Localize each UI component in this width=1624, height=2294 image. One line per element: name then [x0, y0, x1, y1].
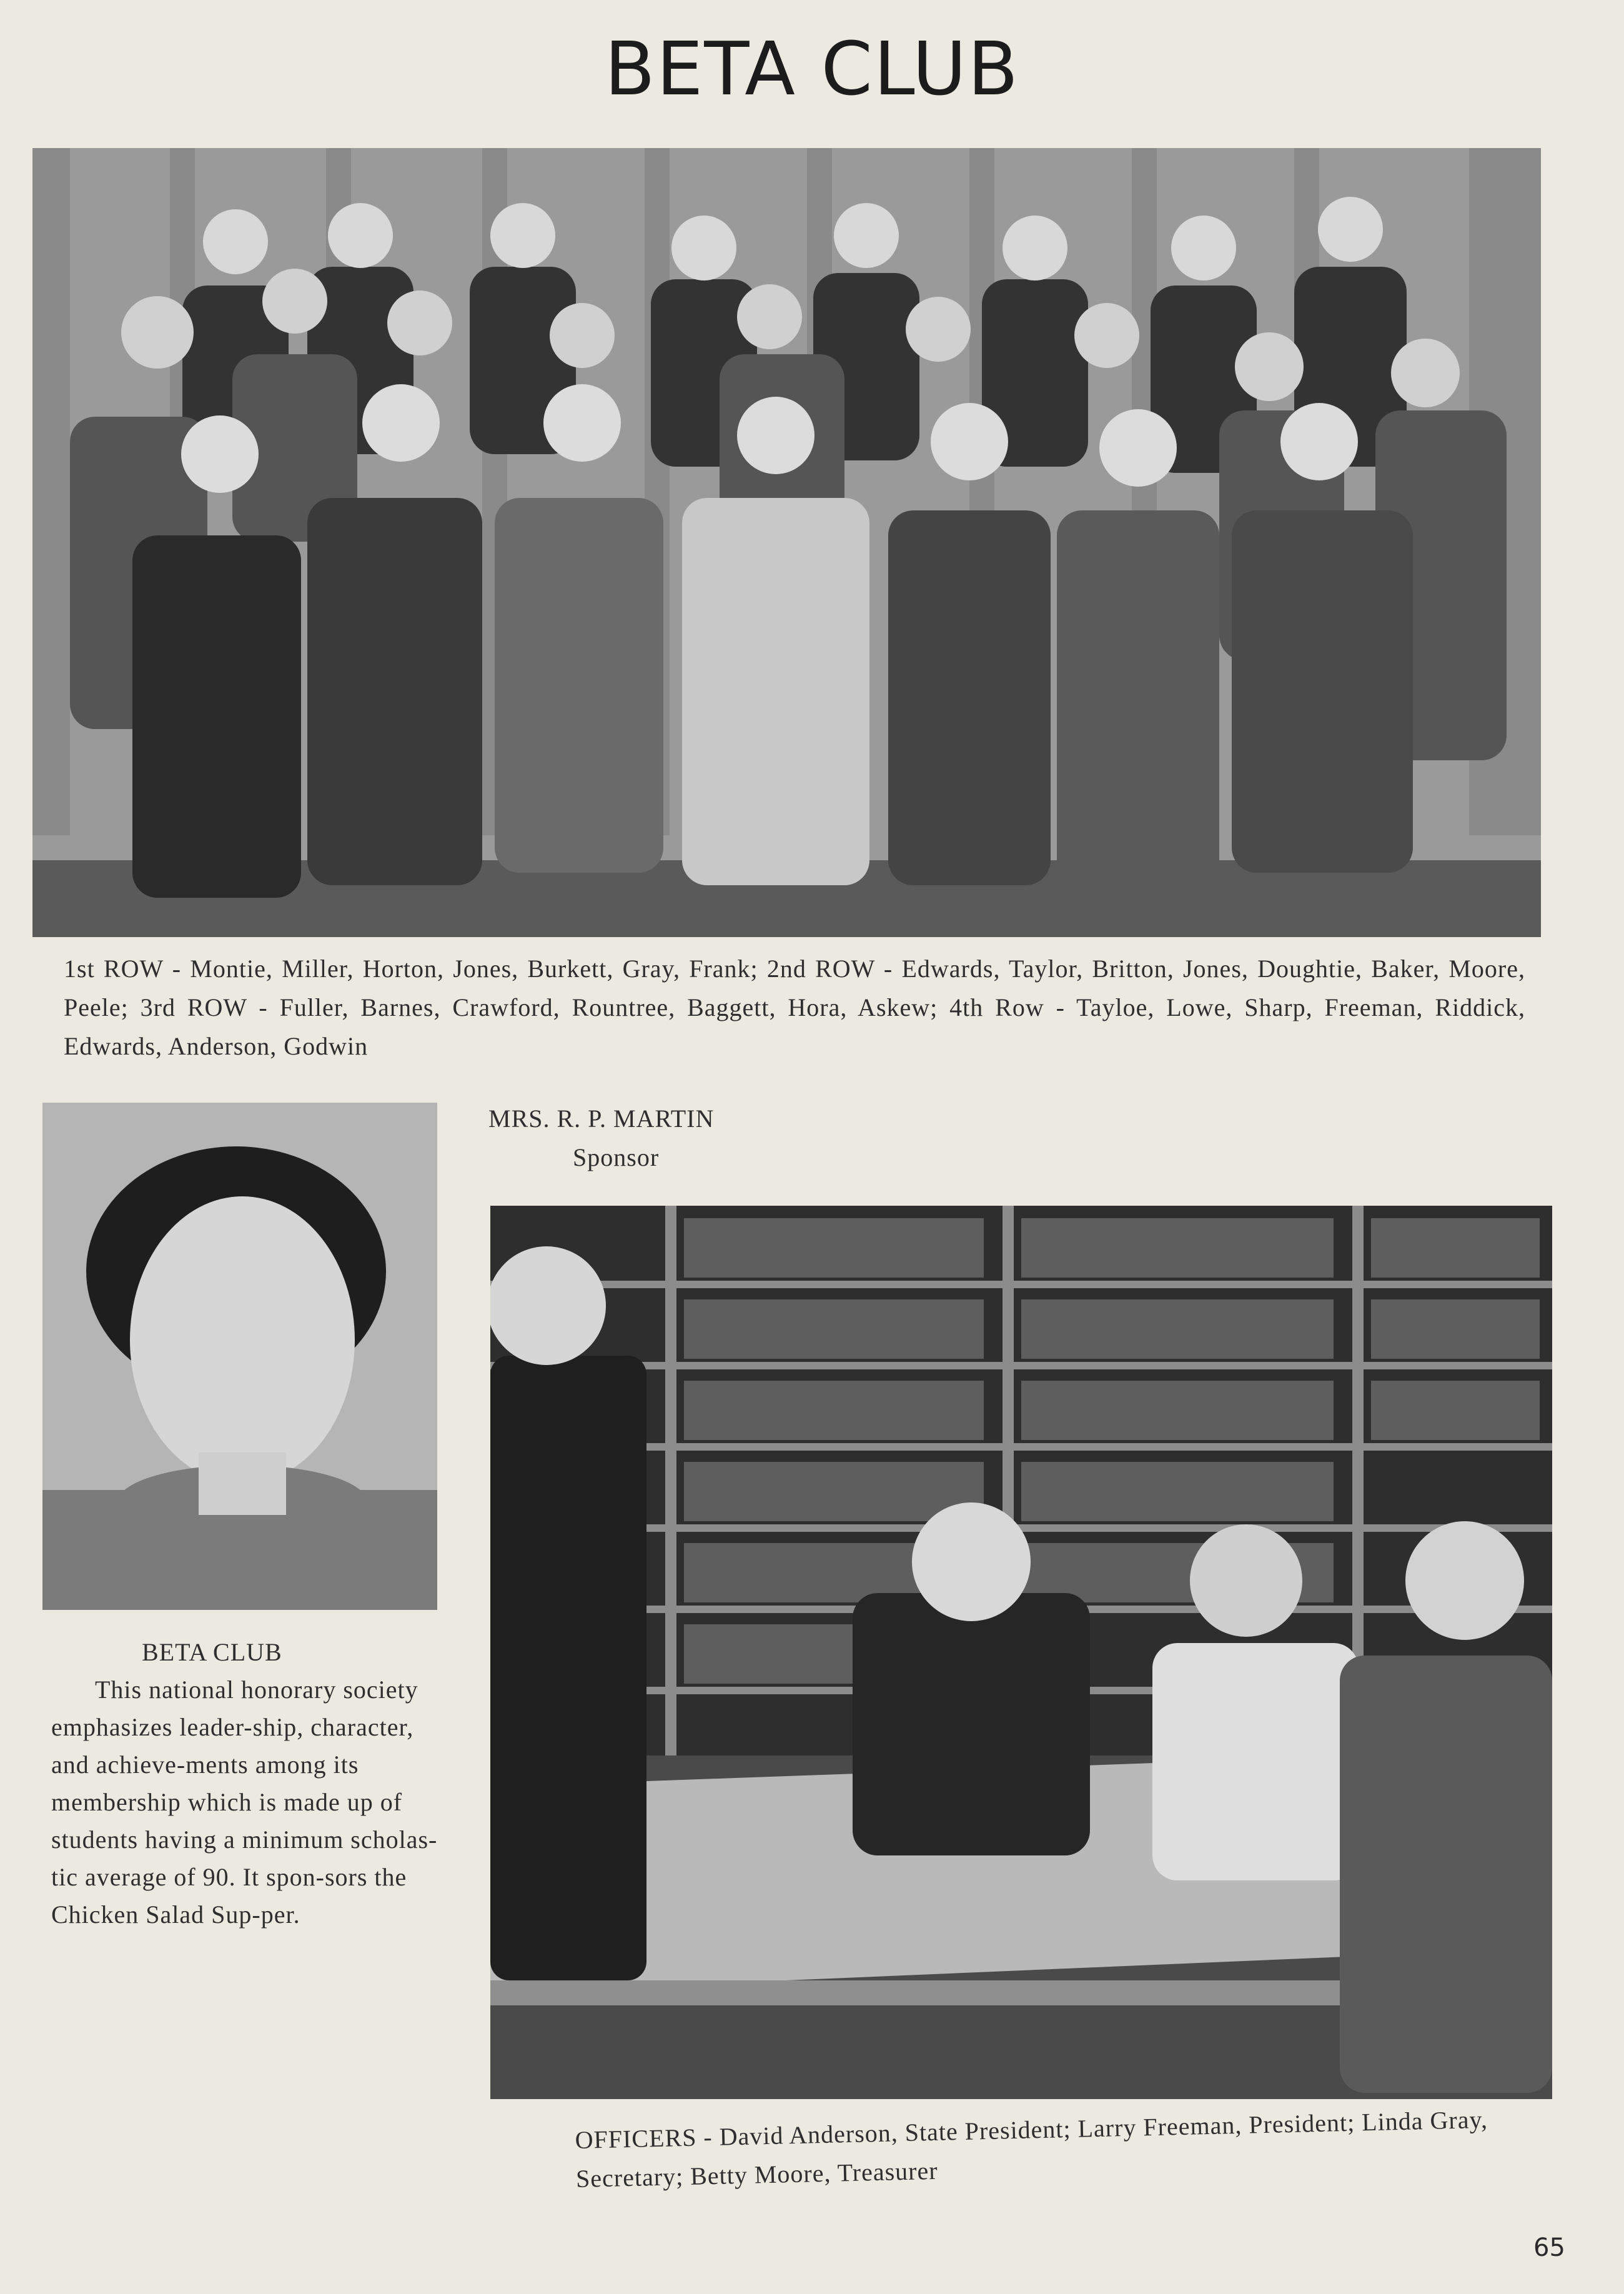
group-photo — [32, 148, 1541, 937]
officers-caption: OFFICERS - David Anderson, State President; Larry Freeman, President; Linda Gray, Secretary; Betty Moore, Treasurer — [575, 2105, 1488, 2193]
sponsor-caption — [488, 1100, 926, 1177]
officers-photo — [490, 1206, 1552, 2099]
group-photo-caption: 1st ROW - Montie, Miller, Horton, Jones, Burkett, Gray, Frank; 2nd ROW - Edwards, Taylor, Britton, Jones, Doughtie, Baker, Moore, Peele; 3rd ROW - Fuller, Barnes, Crawford, Rountree, Baggett, Hora, Askew; 4th Row - Tayloe, Lowe, Sharp, Freeman, Riddick, Edwards, Anderson, Godwin — [64, 955, 1525, 1060]
sponsor-role: Sponsor — [573, 1143, 660, 1171]
club-description-heading: BETA CLUB — [142, 1638, 282, 1666]
club-description-body: This national honorary society emphasizes leader-ship, character, and achieve-ments among its membership which is made up of students having a minimum scholas-tic average of 90. It spon-sors the Chicken Salad Sup-per. — [51, 1676, 438, 1929]
sponsor-portrait — [42, 1103, 437, 1610]
club-description — [51, 1634, 442, 1934]
page-number: 65 — [1533, 2233, 1565, 2262]
page-title: BETA CLUB — [604, 26, 1020, 112]
sponsor-name: MRS. R. P. MARTIN — [488, 1105, 715, 1133]
